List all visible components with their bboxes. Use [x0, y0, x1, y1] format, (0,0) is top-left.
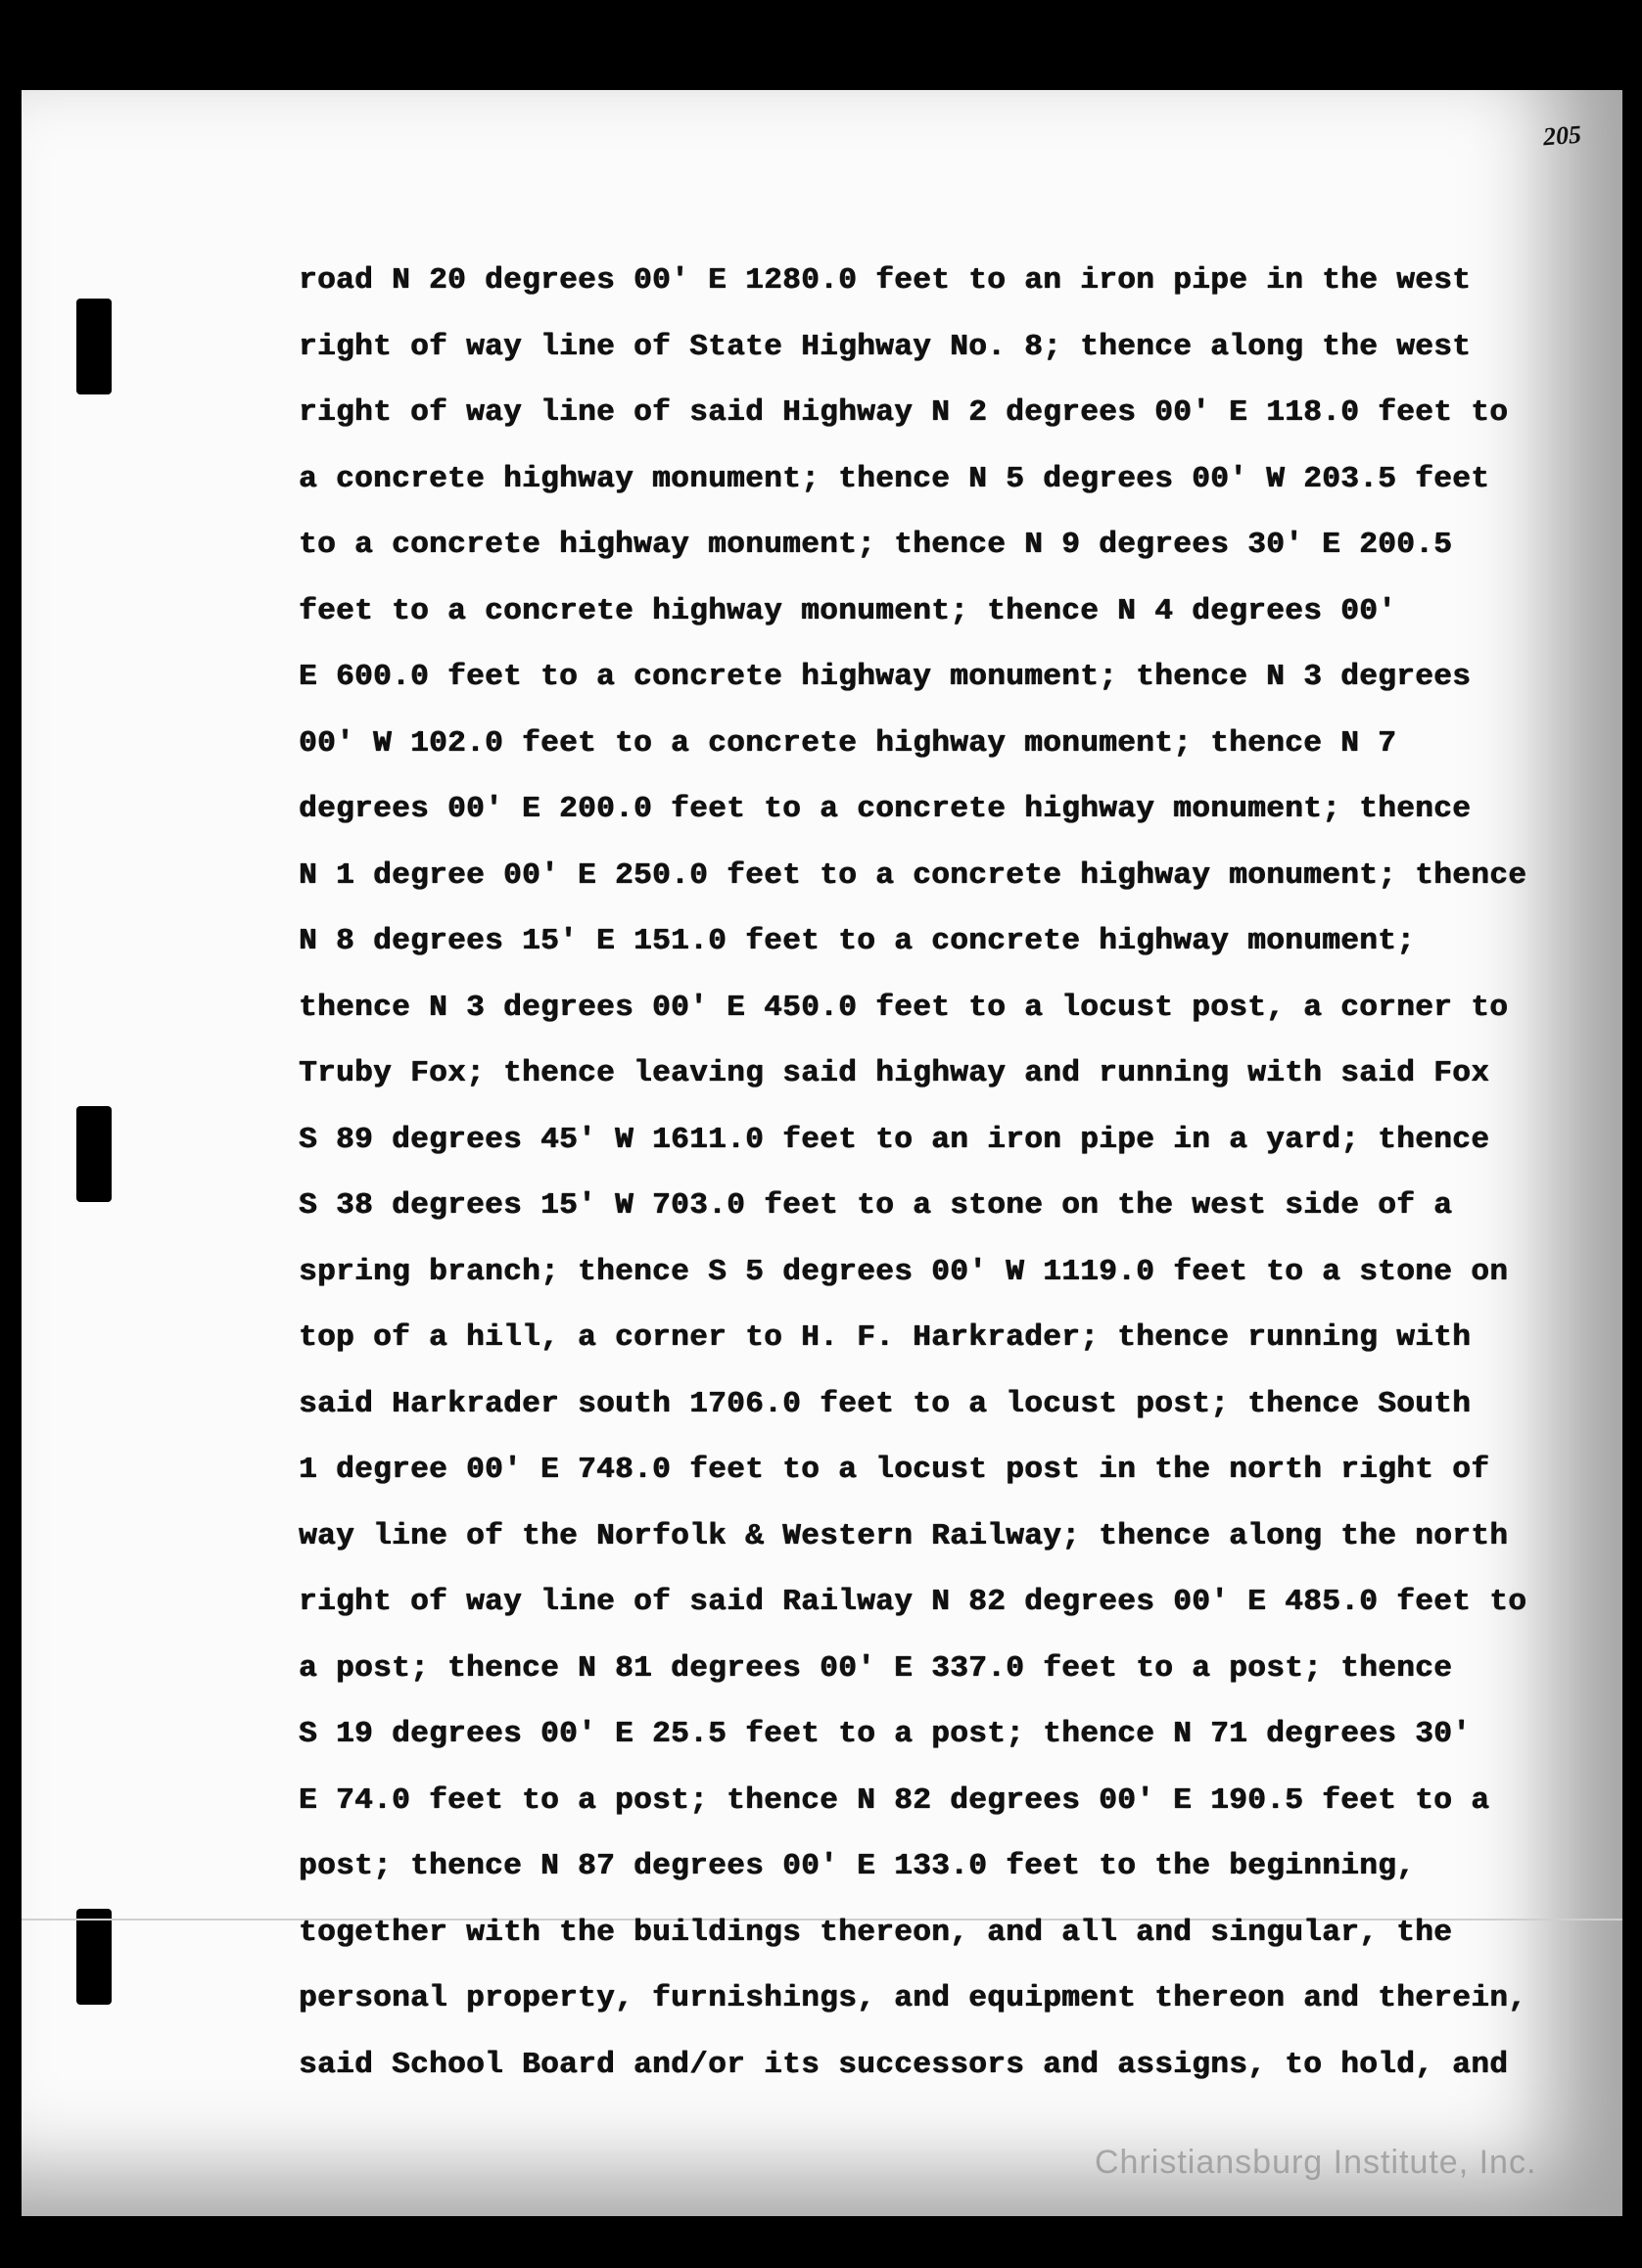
text-line: E 74.0 feet to a post; thence N 82 degrees 00' E 190.5 feet to a	[299, 1782, 1490, 1818]
binder-hole	[76, 299, 112, 394]
text-line: S 19 degrees 00' E 25.5 feet to a post; thence N 71 degrees 30'	[299, 1717, 1472, 1751]
text-line: right of way line of said Highway N 2 degrees 00' E 118.0 feet to	[299, 395, 1509, 430]
binder-hole	[76, 1106, 112, 1202]
text-line: 00' W 102.0 feet to a concrete highway monument; thence N 7	[299, 725, 1397, 761]
text-line: together with the buildings thereon, and all and singular, the	[299, 1915, 1453, 1950]
text-line: Truby Fox; thence leaving said highway and running with said Fox	[299, 1056, 1490, 1090]
text-line: said School Board and/or its successors and assigns, to hold, and	[299, 2047, 1509, 2082]
text-line: a post; thence N 81 degrees 00' E 337.0 feet to a post; thence	[299, 1650, 1453, 1686]
text-line: spring branch; thence S 5 degrees 00' W 1119.0 feet to a stone on	[299, 1254, 1509, 1289]
text-line: top of a hill, a corner to H. F. Harkrader; thence running with	[299, 1320, 1472, 1355]
text-line: post; thence N 87 degrees 00' E 133.0 feet to the beginning,	[299, 1849, 1416, 1883]
text-line: E 600.0 feet to a concrete highway monument; thence N 3 degrees	[299, 660, 1472, 694]
text-line: personal property, furnishings, and equipment thereon and therein,	[299, 1981, 1527, 2015]
deed-text	[299, 248, 1572, 2098]
binder-hole	[76, 1909, 112, 2005]
text-line: 1 degree 00' E 748.0 feet to a locust post in the north right of	[299, 1453, 1490, 1487]
text-line: to a concrete highway monument; thence N 9 degrees 30' E 200.5	[299, 528, 1453, 562]
text-line: right of way line of said Railway N 82 degrees 00' E 485.0 feet to	[299, 1585, 1527, 1619]
text-line: feet to a concrete highway monument; thence N 4 degrees 00'	[299, 593, 1397, 628]
text-line: S 38 degrees 15' W 703.0 feet to a stone on the west side of a	[299, 1188, 1453, 1223]
text-line: N 1 degree 00' E 250.0 feet to a concrete highway monument; thence	[299, 857, 1527, 893]
text-line: S 89 degrees 45' W 1611.0 feet to an iron pipe in a yard; thence	[299, 1122, 1490, 1157]
text-line: way line of the Norfolk & Western Railway; thence along the north	[299, 1518, 1509, 1553]
page-number: 205	[1542, 119, 1582, 152]
text-line: a concrete highway monument; thence N 5 degrees 00' W 203.5 feet	[299, 461, 1490, 496]
text-line: said Harkrader south 1706.0 feet to a locust post; thence South	[299, 1386, 1472, 1421]
text-line: right of way line of State Highway No. 8; thence along the west	[299, 329, 1472, 364]
text-line: road N 20 degrees 00' E 1280.0 feet to an iron pipe in the west	[299, 263, 1472, 298]
watermark: Christiansburg Institute, Inc.	[1095, 2144, 1537, 2181]
text-line: thence N 3 degrees 00' E 450.0 feet to a locust post, a corner to	[299, 990, 1509, 1025]
text-line: N 8 degrees 15' E 151.0 feet to a concrete highway monument;	[299, 924, 1416, 958]
text-line: degrees 00' E 200.0 feet to a concrete highway monument; thence	[299, 792, 1472, 826]
